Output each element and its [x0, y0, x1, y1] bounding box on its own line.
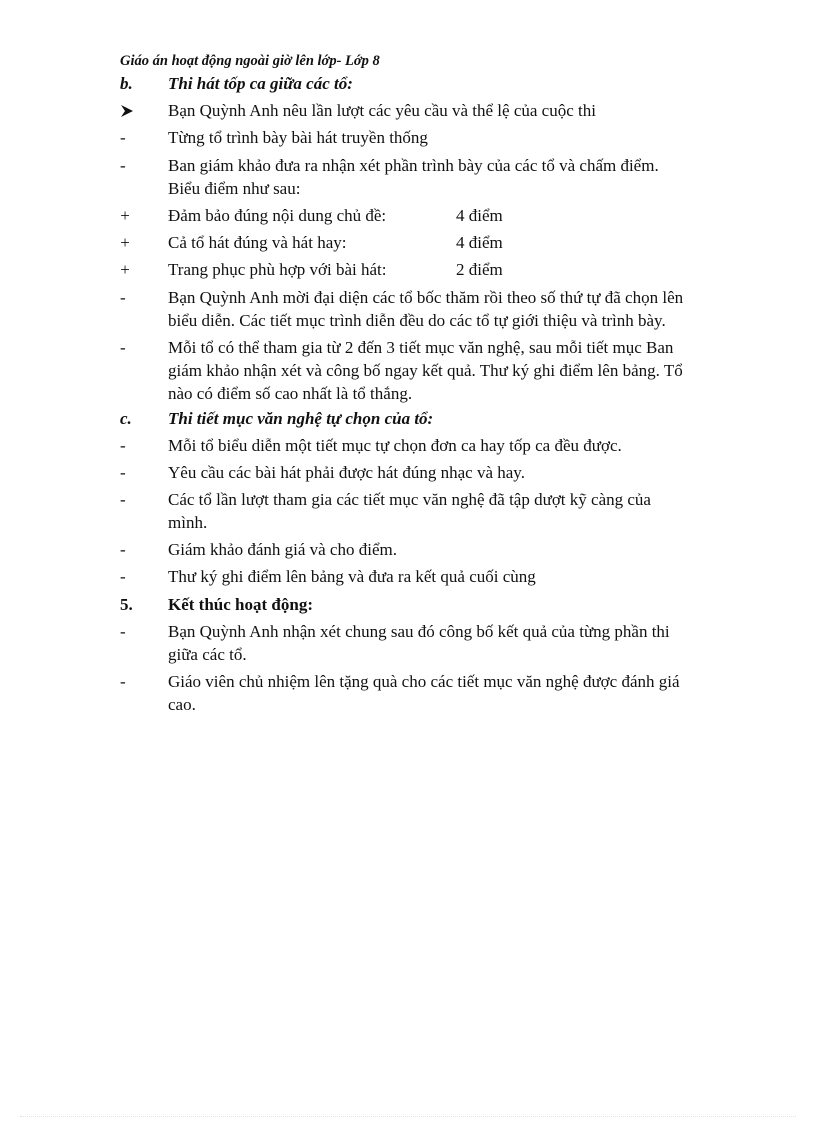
footer-divider: [20, 1116, 796, 1117]
dash-marker: -: [120, 288, 126, 307]
dash-marker: -: [120, 338, 126, 357]
list-item-text: Mỗi tổ có thể tham gia từ 2 đến 3 tiết mục văn nghệ, sau mỗi tiết mục Ban: [168, 338, 674, 357]
list-item-text: Ban giám khảo đưa ra nhận xét phần trình bày của các tổ và chấm điểm.: [168, 156, 659, 175]
list-item-text: Bạn Quỳnh Anh mời đại diện các tổ bốc thăm rồi theo số thứ tự đã chọn lên: [168, 288, 684, 307]
list-item-text: mình.: [168, 513, 208, 532]
plus-marker: +: [120, 206, 130, 225]
scoring-label: Đảm bảo đúng nội dung chủ đề:: [168, 206, 387, 225]
arrow-bullet-icon: [120, 99, 150, 118]
list-item-text: Thư ký ghi điểm lên bảng và đưa ra kết quả cuối cùng: [168, 567, 536, 586]
list-item-text: Từng tổ trình bày bài hát truyền thống: [168, 128, 428, 147]
scoring-points: 2 điểm: [456, 260, 503, 279]
dash-marker: -: [120, 622, 126, 641]
list-item-text: Giáo viên chủ nhiệm lên tặng quà cho các tiết mục văn nghệ được đánh giá: [168, 672, 680, 691]
list-item-text: giám khảo nhận xét và công bố ngay kết quả. Thư ký ghi điểm lên bảng. Tổ: [168, 361, 683, 380]
dash-marker: -: [120, 463, 126, 482]
list-item-text: giữa các tổ.: [168, 645, 247, 664]
scoring-label: Cả tổ hát đúng và hát hay:: [168, 233, 347, 252]
section-marker: c.: [120, 409, 132, 428]
plus-marker: +: [120, 233, 130, 252]
list-item-text: Yêu cầu các bài hát phải được hát đúng nhạc và hay.: [168, 463, 525, 482]
scoring-label: Trang phục phù hợp với bài hát:: [168, 260, 387, 279]
list-item-text: Biểu điểm như sau:: [168, 179, 301, 198]
list-item-text: biểu diễn. Các tiết mục trình diễn đều do các tổ tự giới thiệu và trình bày.: [168, 311, 666, 330]
list-item-text: Bạn Quỳnh Anh nêu lần lượt các yêu cầu và thể lệ của cuộc thi: [168, 101, 596, 120]
scoring-points: 4 điểm: [456, 233, 503, 252]
list-item-text: Các tổ lần lượt tham gia các tiết mục văn nghệ đã tập dượt kỹ càng của: [168, 490, 651, 509]
scoring-points: 4 điểm: [456, 206, 503, 225]
dash-marker: -: [120, 540, 126, 559]
dash-marker: -: [120, 490, 126, 509]
dash-marker: -: [120, 128, 126, 147]
section-title: Kết thúc hoạt động:: [168, 595, 313, 614]
dash-marker: -: [120, 567, 126, 586]
dash-marker: -: [120, 436, 126, 455]
list-item-text: nào có điểm số cao nhất là tổ thắng.: [168, 384, 413, 403]
page-header: Giáo án hoạt động ngoài giờ lên lớp- Lớp 8: [120, 53, 380, 69]
list-item-text: Mỗi tổ biểu diễn một tiết mục tự chọn đơn ca hay tốp ca đều được.: [168, 436, 622, 455]
section-marker: 5.: [120, 595, 133, 614]
section-title: Thi hát tốp ca giữa các tổ:: [168, 74, 353, 93]
section-marker: b.: [120, 74, 133, 93]
dash-marker: -: [120, 672, 126, 691]
dash-marker: -: [120, 156, 126, 175]
list-item-text: Bạn Quỳnh Anh nhận xét chung sau đó công bố kết quả của từng phần thi: [168, 622, 670, 641]
section-title: Thi tiết mục văn nghệ tự chọn của tổ:: [168, 409, 434, 428]
list-item-text: cao.: [168, 695, 196, 714]
plus-marker: +: [120, 260, 130, 279]
list-item-text: Giám khảo đánh giá và cho điểm.: [168, 540, 397, 559]
